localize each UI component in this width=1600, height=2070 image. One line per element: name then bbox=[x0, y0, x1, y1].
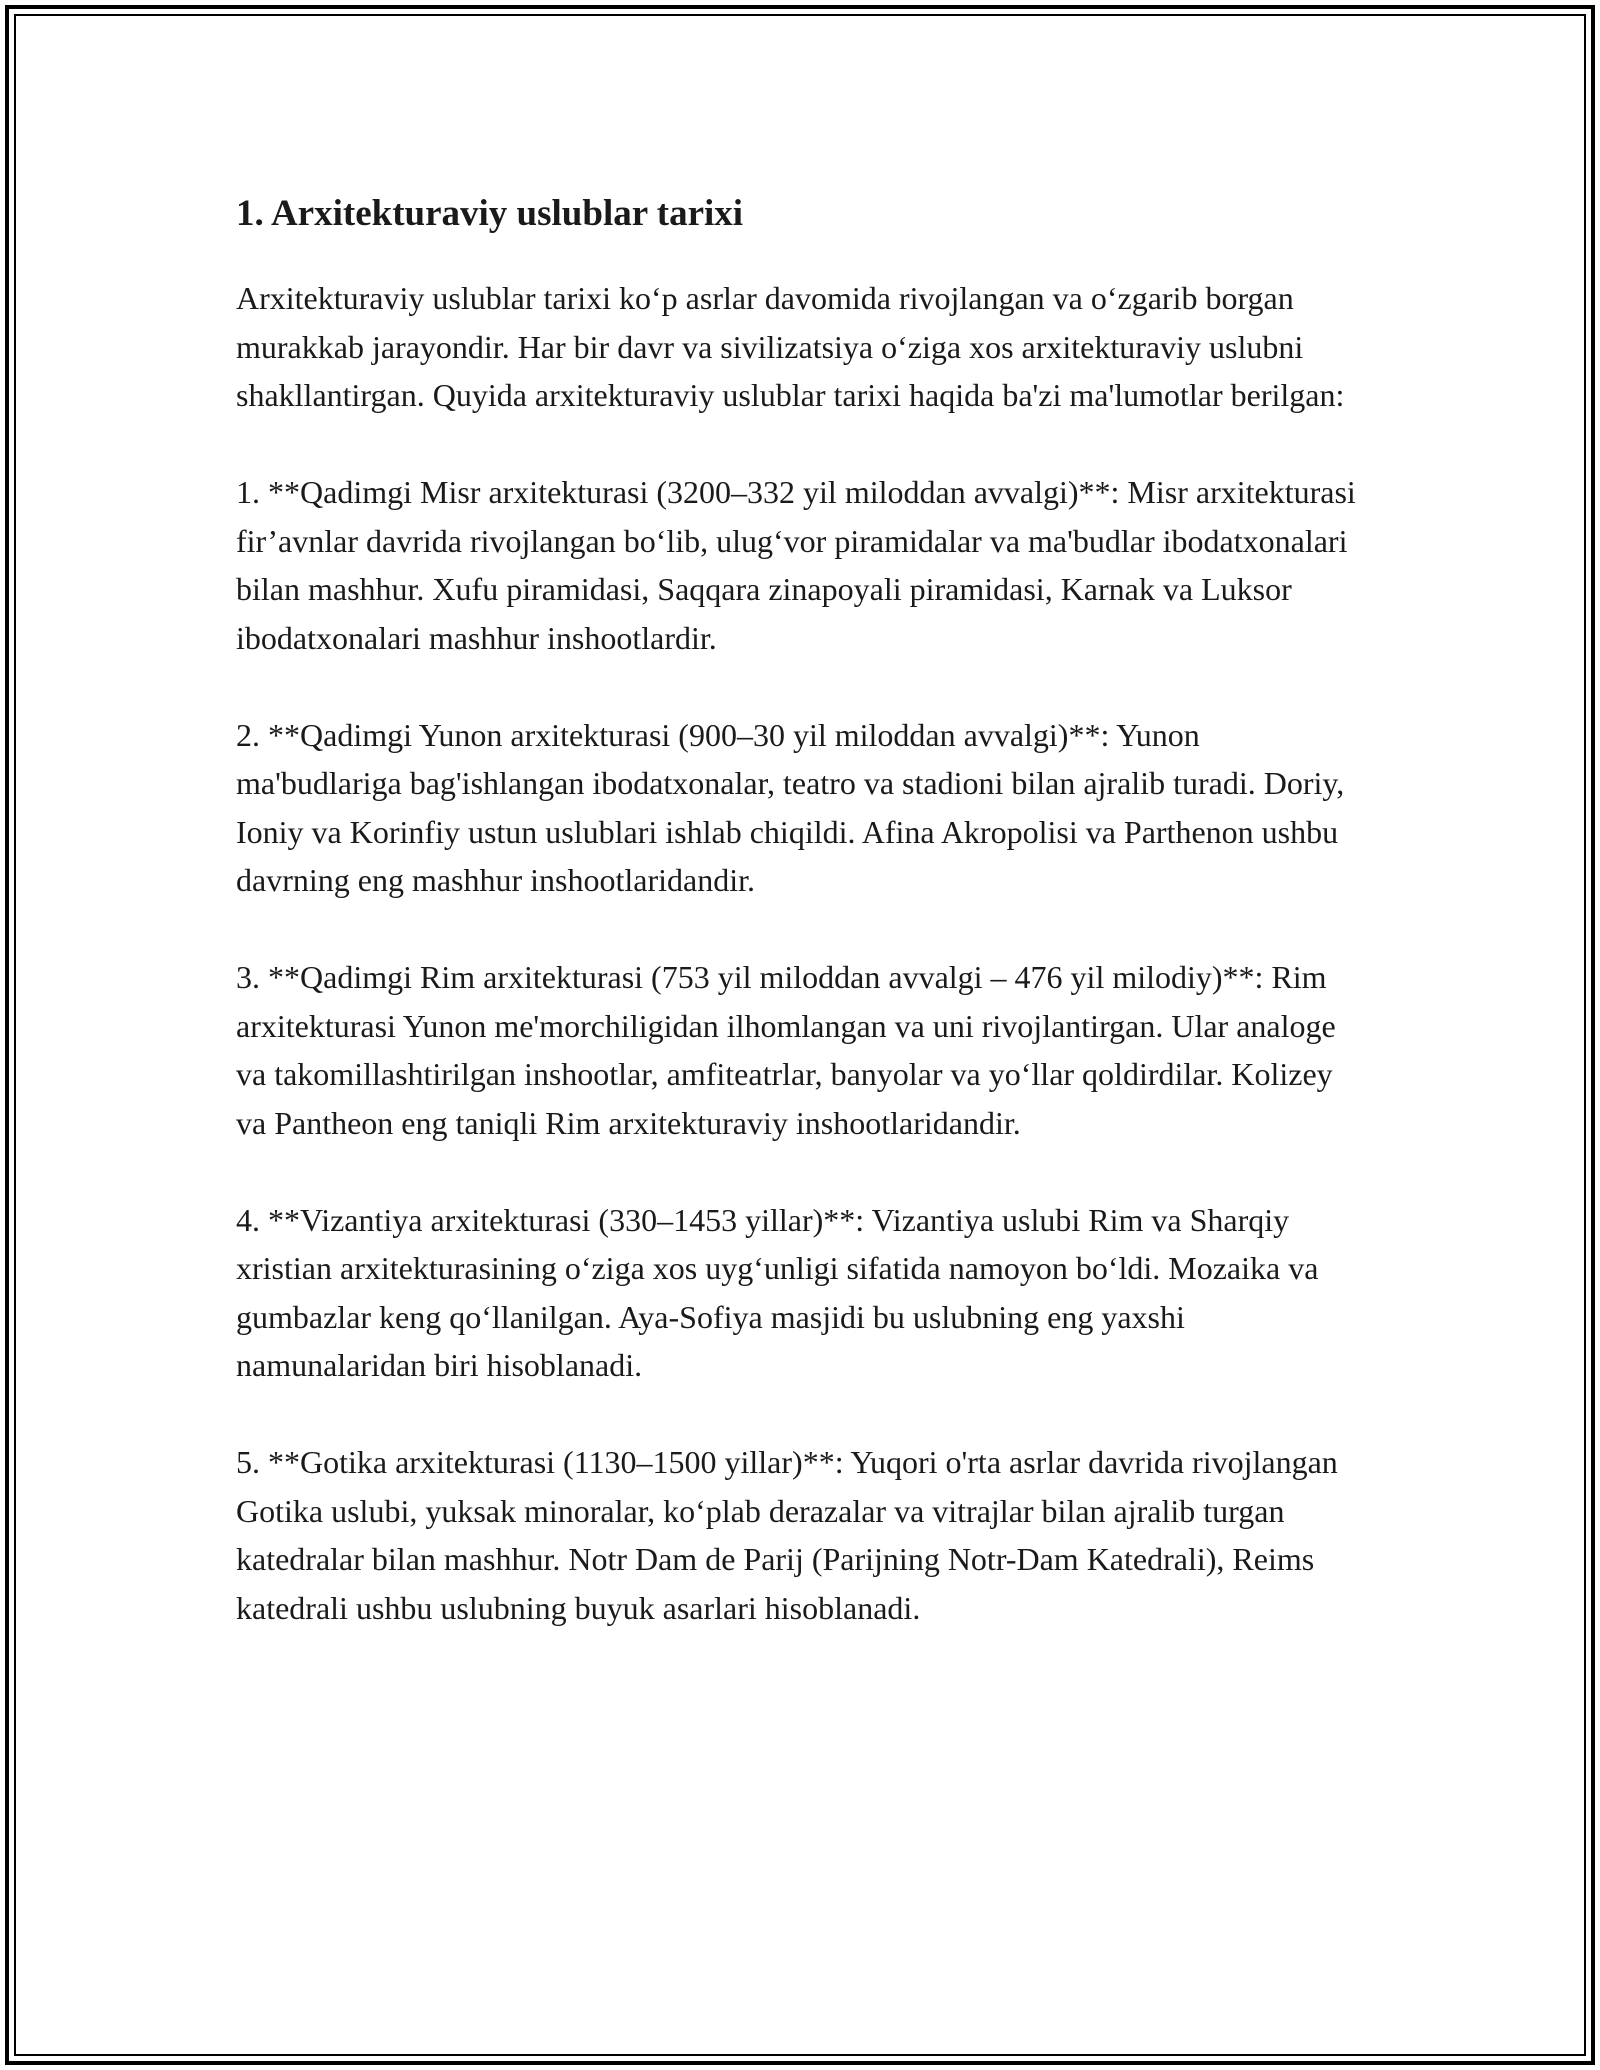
list-item-greece: 2. **Qadimgi Yunon arxitekturasi (900–30 yil miloddan avvalgi)**: Yunon ma'budlariga bag'ishlangan ibodatxonalar, teatro va stadioni bilan ajralib turadi. Doriy, Ioniy va Korinfiy ustun uslublari ishlab chiqildi. Afina Akropolisi va Parthenon ushbu davrning eng mashhur inshootlaridandir. bbox=[236, 716, 1345, 898]
document-body bbox=[236, 188, 1366, 1681]
section-title: 1. Arxitekturaviy uslublar tarixi bbox=[236, 193, 744, 234]
list-item-gothic: 5. **Gotika arxitekturasi (1130–1500 yillar)**: Yuqori o'rta asrlar davrida rivojlangan Gotika uslubi, yuksak minoralar, ko‘plab derazalar va vitrajlar bilan ajralib turgan katedralar bilan mashhur. Notr Dam de Parij (Parijning Notr-Dam Katedrali), Reims katedrali ushbu uslubning buyuk asarlari hisoblanadi. bbox=[236, 1444, 1338, 1626]
list-item-byzantine: 4. **Vizantiya arxitekturasi (330–1453 yillar)**: Vizantiya uslubi Rim va Sharqiy xristian arxitekturasining o‘ziga xos uyg‘unligi sifatida namoyon bo‘ldi. Mozaika va gumbazlar keng qo‘llanilgan. Aya-Sofiya masjidi bu uslubning eng yaxshi namunalaridan biri hisoblanadi. bbox=[236, 1201, 1319, 1383]
intro-paragraph: Arxitekturaviy uslublar tarixi ko‘p asrlar davomida rivojlangan va o‘zgarib borgan murakkab jarayondir. Har bir davr va sivilizatsiya o‘ziga xos arxitekturaviy uslubni shakllantirgan. Quyida arxitekturaviy uslublar tarixi haqida ba'zi ma'lumotlar berilgan: bbox=[236, 280, 1345, 413]
list-item-egypt: 1. **Qadimgi Misr arxitekturasi (3200–332 yil miloddan avvalgi)**: Misr arxitekturasi fir’avnlar davrida rivojlangan bo‘lib, ulug‘vor piramidalar va ma'budlar ibodatxonalari bilan mashhur. Xufu piramidasi, Saqqara zinapoyali piramidasi, Karnak va Luksor ibodatxonalari mashhur inshootlardir. bbox=[236, 474, 1356, 656]
list-item-rome: 3. **Qadimgi Rim arxitekturasi (753 yil miloddan avvalgi – 476 yil milodiy)**: Rim arxitekturasi Yunon me'morchiligidan ilhomlangan va uni rivojlantirgan. Ular analoge va takomillashtirilgan inshootlar, amfiteatrlar, banyolar va yo‘llar qoldirdilar. Kolizey va Pantheon eng taniqli Rim arxitekturaviy inshootlaridandir. bbox=[236, 959, 1336, 1141]
